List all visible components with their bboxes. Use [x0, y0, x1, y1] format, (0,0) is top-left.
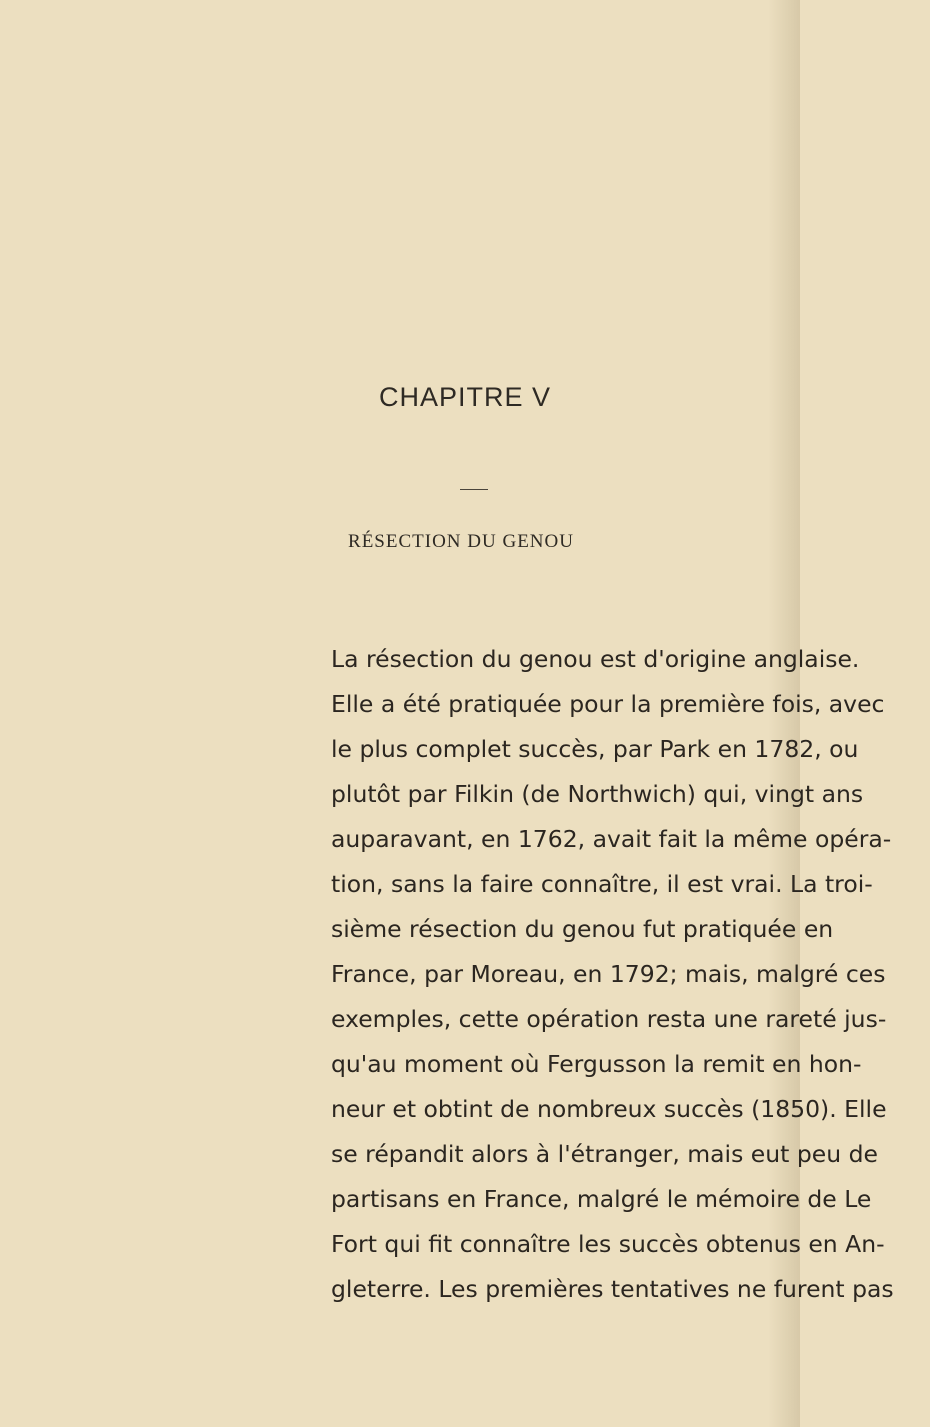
text-line: Elle a été pratiquée pour la première fois, avec [331, 690, 885, 718]
text-line: neur et obtint de nombreux succès (1850). Elle [331, 1095, 887, 1123]
section-title: RÉSECTION DU GENOU [348, 531, 574, 552]
chapter-title: CHAPITRE V [378, 382, 552, 412]
text-line: gleterre. Les premières tentatives ne furent pas [331, 1275, 894, 1303]
text-line: France, par Moreau, en 1792; mais, malgré ces [331, 960, 886, 988]
text-line: plutôt par Filkin (de Northwich) qui, vingt ans [331, 780, 864, 808]
text-line: le plus complet succès, par Park en 1782, ou [331, 735, 859, 763]
text-line: partisans en France, malgré le mémoire de Le [331, 1185, 872, 1213]
text-line: auparavant, en 1762, avait fait la même opéra- [331, 825, 892, 853]
text-line: se répandit alors à l'étranger, mais eut peu de [331, 1140, 878, 1168]
text-line: tion, sans la faire connaître, il est vrai. La troi- [331, 870, 873, 898]
text-line: sième résection du genou fut pratiquée en [331, 915, 834, 943]
text-line: exemples, cette opération resta une rareté jus- [331, 1005, 887, 1033]
title-divider [460, 489, 488, 490]
text-line: Fort qui fit connaître les succès obtenus en An- [331, 1230, 885, 1258]
text-line: La résection du genou est d'origine anglaise. [331, 645, 860, 673]
body-paragraph [331, 637, 894, 1312]
text-line: qu'au moment où Fergusson la remit en hon- [331, 1050, 862, 1078]
